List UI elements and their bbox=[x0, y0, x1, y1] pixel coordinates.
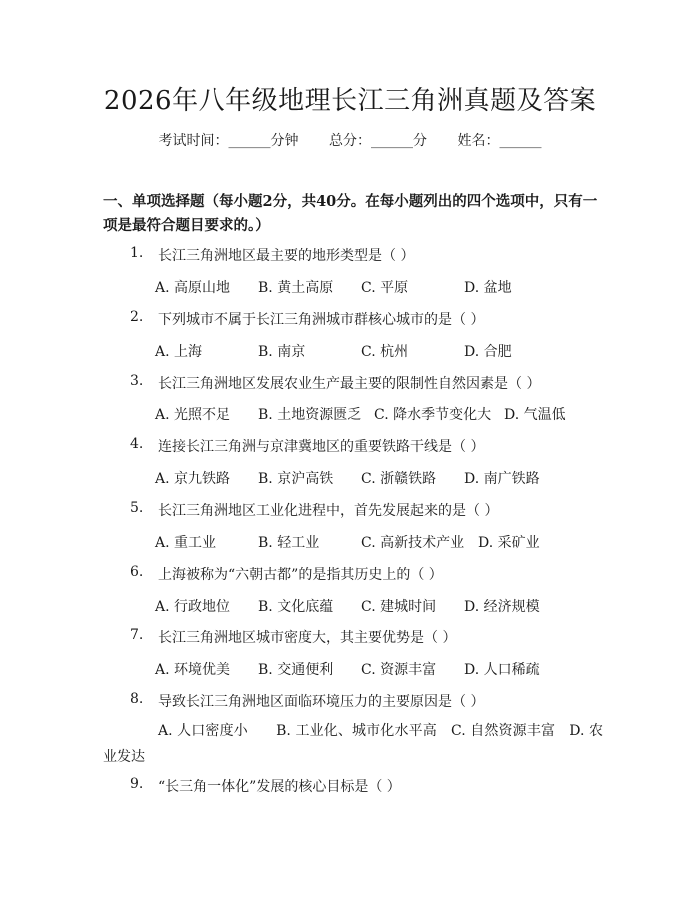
section-heading: 一、单项选择题（每小题2分，共40分。在每小题列出的四个选项中，只有一项是最符合题目要求的。） bbox=[103, 193, 598, 234]
question-stem: 长江三角洲地区最主要的地形类型是（ ） bbox=[158, 248, 415, 264]
option-c: C. 浙赣铁路 bbox=[361, 471, 437, 487]
option-d: D. 采矿业 bbox=[478, 535, 540, 551]
question-number: 3. bbox=[130, 373, 144, 389]
option-d: D. 南广铁路 bbox=[464, 471, 540, 487]
option-b: B. 交通便利 bbox=[258, 662, 334, 678]
option-d: D. 气温低 bbox=[504, 407, 566, 423]
question-number: 5. bbox=[130, 500, 144, 516]
question-number: 7. bbox=[130, 627, 144, 643]
total-score-field: 总分：______分 bbox=[329, 133, 427, 149]
question-stem: 上海被称为“六朝古都”的是指其历史上的（ ） bbox=[158, 567, 443, 583]
question-2-options bbox=[155, 341, 512, 361]
option-b: B. 黄土高原 bbox=[258, 280, 334, 296]
question-stem: 长江三角洲地区发展农业生产最主要的限制性自然因素是（ ） bbox=[158, 376, 541, 392]
question-6-options bbox=[155, 596, 540, 616]
question-stem: “长三角一体化”发展的核心目标是（ ） bbox=[158, 779, 401, 795]
exam-time-field: 考试时间：______分钟 bbox=[158, 133, 299, 149]
option-d: D. 经济规模 bbox=[464, 599, 540, 615]
option-c: C. 平原 bbox=[361, 280, 409, 296]
option-a: A. 环境优美 bbox=[155, 662, 231, 678]
question-stem: 连接长江三角洲与京津冀地区的重要铁路干线是（ ） bbox=[158, 439, 485, 455]
question-number: 9. bbox=[130, 776, 144, 792]
exam-info-line bbox=[0, 130, 700, 150]
student-name-field: 姓名：______ bbox=[457, 133, 542, 149]
question-5-options bbox=[155, 532, 540, 552]
question-4-options bbox=[155, 468, 540, 488]
question-number: 8. bbox=[130, 691, 144, 707]
option-c: C. 降水季节变化大 bbox=[374, 407, 492, 423]
option-a: A. 上海 bbox=[155, 344, 203, 360]
question-stem: 长江三角洲地区工业化进程中，首先发展起来的是（ ） bbox=[158, 503, 499, 519]
option-c: C. 高新技术产业 bbox=[361, 535, 465, 551]
option-b: B. 文化底蕴 bbox=[258, 599, 334, 615]
question-stem: 导致长江三角洲地区面临环境压力的主要原因是（ ） bbox=[158, 694, 485, 710]
option-c: C. 资源丰富 bbox=[361, 662, 437, 678]
option-a: A. 光照不足 bbox=[155, 407, 231, 423]
option-d: D. 盆地 bbox=[464, 280, 512, 296]
option-b: B. 土地资源匮乏 bbox=[258, 407, 362, 423]
question-8-options: A. 人口密度小 B. 工业化、城市化水平高 C. 自然资源丰富 D. 农业发达 bbox=[103, 723, 603, 765]
option-d: D. 合肥 bbox=[464, 344, 512, 360]
question-stem: 下列城市不属于长江三角洲城市群核心城市的是（ ） bbox=[158, 312, 485, 328]
option-d: D. 人口稀疏 bbox=[464, 662, 540, 678]
question-3-options bbox=[155, 404, 566, 424]
question-number: 4. bbox=[130, 436, 144, 452]
option-a: A. 行政地位 bbox=[155, 599, 231, 615]
question-number: 1. bbox=[130, 245, 144, 261]
option-a: A. 重工业 bbox=[155, 535, 217, 551]
question-number: 2. bbox=[130, 309, 144, 325]
question-number: 6. bbox=[130, 564, 144, 580]
option-a: A. 高原山地 bbox=[155, 280, 231, 296]
question-7-options bbox=[155, 659, 540, 679]
option-a: A. 京九铁路 bbox=[155, 471, 231, 487]
question-stem: 长江三角洲地区城市密度大，其主要优势是（ ） bbox=[158, 630, 457, 646]
option-c: C. 建城时间 bbox=[361, 599, 437, 615]
page-title: 2026年八年级地理长江三角洲真题及答案 bbox=[103, 86, 597, 116]
option-b: B. 轻工业 bbox=[258, 535, 320, 551]
option-b: B. 南京 bbox=[258, 344, 306, 360]
question-1-options bbox=[155, 277, 512, 297]
option-c: C. 杭州 bbox=[361, 344, 409, 360]
option-b: B. 京沪高铁 bbox=[258, 471, 334, 487]
